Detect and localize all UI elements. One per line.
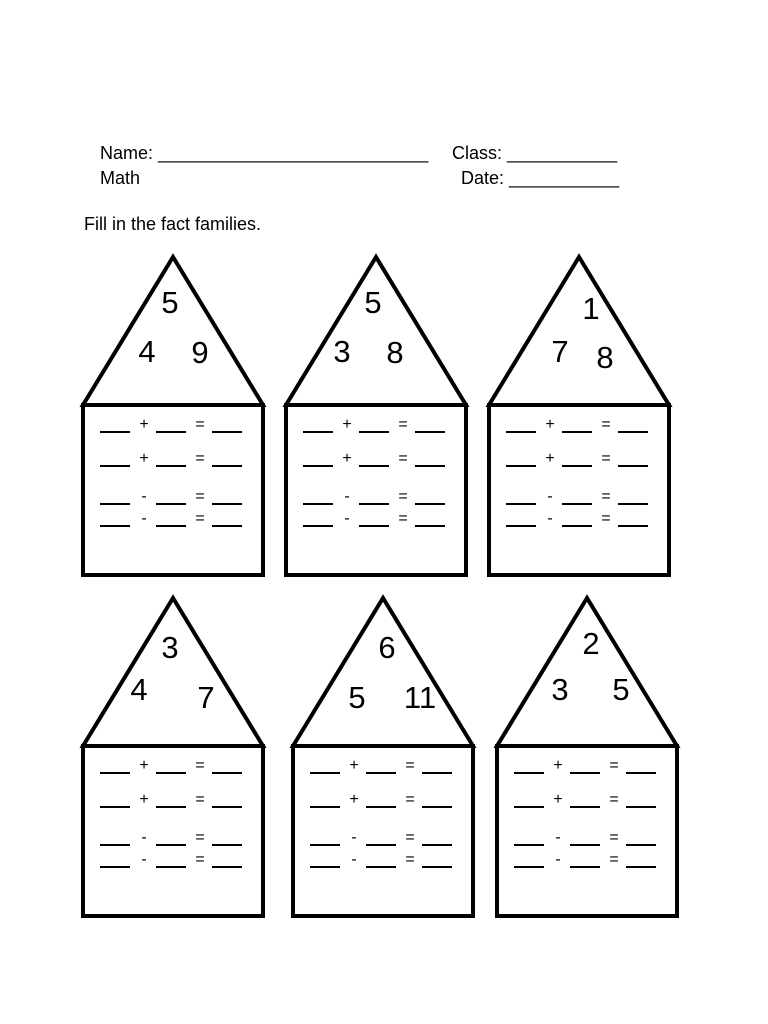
fact-family-house [292, 596, 482, 926]
equals-sign: = [609, 851, 619, 868]
equation-row [82, 848, 262, 872]
answer-blank[interactable] [212, 503, 242, 505]
answer-blank[interactable] [156, 503, 186, 505]
answer-blank[interactable] [415, 525, 445, 527]
roof-number-top: 5 [364, 285, 382, 320]
minus-sign: - [344, 510, 350, 527]
plus-sign: + [342, 416, 352, 433]
equals-sign: = [398, 416, 408, 433]
minus-sign: - [547, 488, 553, 505]
plus-sign: + [553, 757, 563, 774]
answer-blank[interactable] [422, 806, 452, 808]
answer-blank[interactable] [100, 772, 130, 774]
answer-blank[interactable] [156, 844, 186, 846]
answer-blank[interactable] [310, 844, 340, 846]
minus-sign: - [141, 851, 147, 868]
roof-number-right: 8 [596, 340, 614, 375]
equals-sign: = [195, 829, 205, 846]
name-field-label: Name: ___________________________ [100, 143, 429, 163]
answer-blank[interactable] [366, 772, 396, 774]
date-field-label: Date: ___________ [461, 168, 620, 188]
equation-row [285, 413, 465, 437]
house-roof [83, 257, 263, 405]
answer-blank[interactable] [514, 806, 544, 808]
answer-blank[interactable] [310, 806, 340, 808]
answer-blank[interactable] [562, 465, 592, 467]
plus-sign: + [349, 791, 359, 808]
answer-blank[interactable] [303, 503, 333, 505]
answer-blank[interactable] [506, 525, 536, 527]
answer-blank[interactable] [156, 866, 186, 868]
answer-blank[interactable] [359, 503, 389, 505]
answer-blank[interactable] [212, 806, 242, 808]
subject-label: Math [100, 168, 141, 188]
equation-row [82, 485, 262, 509]
answer-blank[interactable] [212, 431, 242, 433]
answer-blank[interactable] [156, 431, 186, 433]
answer-blank[interactable] [506, 503, 536, 505]
fact-family-house [82, 596, 272, 926]
roof-number-top: 3 [161, 630, 179, 665]
answer-blank[interactable] [506, 431, 536, 433]
equals-sign: = [609, 757, 619, 774]
answer-blank[interactable] [156, 772, 186, 774]
equation-row [82, 413, 262, 437]
minus-sign: - [344, 488, 350, 505]
answer-blank[interactable] [212, 772, 242, 774]
equation-row [488, 485, 668, 509]
equation-row [496, 848, 676, 872]
minus-sign: - [351, 851, 357, 868]
roof-number-right: 9 [191, 335, 209, 370]
roof-number-top: 2 [582, 626, 600, 661]
answer-blank[interactable] [422, 844, 452, 846]
answer-blank[interactable] [618, 465, 648, 467]
equation-row [82, 826, 262, 850]
equals-sign: = [195, 488, 205, 505]
answer-blank[interactable] [100, 465, 130, 467]
minus-sign: - [351, 829, 357, 846]
answer-blank[interactable] [570, 772, 600, 774]
equation-row [285, 485, 465, 509]
answer-blank[interactable] [618, 431, 648, 433]
answer-blank[interactable] [212, 866, 242, 868]
equals-sign: = [601, 510, 611, 527]
plus-sign: + [139, 791, 149, 808]
equation-row [285, 507, 465, 531]
minus-sign: - [555, 829, 561, 846]
answer-blank[interactable] [303, 465, 333, 467]
answer-blank[interactable] [514, 772, 544, 774]
answer-blank[interactable] [570, 844, 600, 846]
plus-sign: + [545, 450, 555, 467]
answer-blank[interactable] [570, 866, 600, 868]
answer-blank[interactable] [359, 431, 389, 433]
roof-number-right: 8 [386, 335, 404, 370]
answer-blank[interactable] [506, 465, 536, 467]
equation-row [292, 788, 472, 812]
answer-blank[interactable] [415, 465, 445, 467]
equals-sign: = [601, 450, 611, 467]
roof-number-left: 7 [551, 334, 569, 369]
fact-family-house [82, 255, 272, 585]
answer-blank[interactable] [570, 806, 600, 808]
equation-row [488, 447, 668, 471]
roof-number-left: 3 [333, 334, 351, 369]
equals-sign: = [195, 851, 205, 868]
minus-sign: - [547, 510, 553, 527]
plus-sign: + [139, 450, 149, 467]
equation-row [82, 447, 262, 471]
roof-number-right: 11 [403, 680, 437, 715]
answer-blank[interactable] [626, 806, 656, 808]
answer-blank[interactable] [366, 844, 396, 846]
fact-family-house [496, 596, 686, 926]
answer-blank[interactable] [618, 503, 648, 505]
answer-blank[interactable] [303, 431, 333, 433]
equation-row [292, 754, 472, 778]
roof-number-top: 6 [378, 630, 396, 665]
roof-number-left: 4 [138, 334, 156, 369]
equation-row [285, 447, 465, 471]
answer-blank[interactable] [366, 866, 396, 868]
equation-row [292, 848, 472, 872]
house-roof [286, 257, 466, 405]
minus-sign: - [141, 829, 147, 846]
equation-row [496, 788, 676, 812]
house-roof [489, 257, 669, 405]
roof-number-left: 4 [130, 672, 148, 707]
equals-sign: = [398, 510, 408, 527]
answer-blank[interactable] [422, 772, 452, 774]
roof-number-right: 5 [612, 672, 630, 707]
answer-blank[interactable] [100, 503, 130, 505]
answer-blank[interactable] [562, 431, 592, 433]
roof-number-left: 3 [551, 672, 569, 707]
equation-row [82, 788, 262, 812]
equals-sign: = [405, 851, 415, 868]
roof-number-left: 5 [348, 680, 366, 715]
answer-blank[interactable] [562, 525, 592, 527]
plus-sign: + [139, 757, 149, 774]
house-roof [83, 598, 263, 746]
answer-blank[interactable] [100, 431, 130, 433]
class-field-label: Class: ___________ [452, 143, 618, 163]
answer-blank[interactable] [359, 525, 389, 527]
equation-row [496, 826, 676, 850]
equation-row [496, 754, 676, 778]
fact-family-house [488, 255, 678, 585]
answer-blank[interactable] [562, 503, 592, 505]
roof-number-right: 7 [197, 680, 215, 715]
roof-number-top: 1 [582, 291, 600, 326]
equation-row [488, 413, 668, 437]
equals-sign: = [195, 450, 205, 467]
answer-blank[interactable] [156, 806, 186, 808]
answer-blank[interactable] [156, 465, 186, 467]
answer-blank[interactable] [156, 525, 186, 527]
answer-blank[interactable] [359, 465, 389, 467]
equals-sign: = [398, 450, 408, 467]
equals-sign: = [405, 829, 415, 846]
equals-sign: = [195, 416, 205, 433]
answer-blank[interactable] [212, 525, 242, 527]
equals-sign: = [195, 791, 205, 808]
equals-sign: = [195, 510, 205, 527]
equation-row [82, 507, 262, 531]
house-roof [497, 598, 677, 746]
answer-blank[interactable] [212, 465, 242, 467]
plus-sign: + [553, 791, 563, 808]
minus-sign: - [141, 488, 147, 505]
answer-blank[interactable] [618, 525, 648, 527]
answer-blank[interactable] [422, 866, 452, 868]
answer-blank[interactable] [100, 866, 130, 868]
answer-blank[interactable] [415, 431, 445, 433]
equals-sign: = [398, 488, 408, 505]
answer-blank[interactable] [415, 503, 445, 505]
answer-blank[interactable] [310, 866, 340, 868]
equation-row [82, 754, 262, 778]
answer-blank[interactable] [366, 806, 396, 808]
answer-blank[interactable] [514, 866, 544, 868]
house-roof [293, 598, 473, 746]
equals-sign: = [405, 791, 415, 808]
equation-row [292, 826, 472, 850]
equals-sign: = [601, 488, 611, 505]
answer-blank[interactable] [626, 866, 656, 868]
equals-sign: = [195, 757, 205, 774]
equals-sign: = [601, 416, 611, 433]
answer-blank[interactable] [212, 844, 242, 846]
instructions-text: Fill in the fact families. [84, 214, 262, 234]
plus-sign: + [342, 450, 352, 467]
minus-sign: - [141, 510, 147, 527]
answer-blank[interactable] [303, 525, 333, 527]
equals-sign: = [609, 791, 619, 808]
answer-blank[interactable] [626, 772, 656, 774]
equals-sign: = [609, 829, 619, 846]
equals-sign: = [405, 757, 415, 774]
answer-blank[interactable] [100, 806, 130, 808]
answer-blank[interactable] [626, 844, 656, 846]
plus-sign: + [545, 416, 555, 433]
answer-blank[interactable] [514, 844, 544, 846]
fact-family-house [285, 255, 475, 585]
answer-blank[interactable] [100, 525, 130, 527]
plus-sign: + [349, 757, 359, 774]
minus-sign: - [555, 851, 561, 868]
answer-blank[interactable] [310, 772, 340, 774]
plus-sign: + [139, 416, 149, 433]
answer-blank[interactable] [100, 844, 130, 846]
roof-number-top: 5 [161, 285, 179, 320]
equation-row [488, 507, 668, 531]
